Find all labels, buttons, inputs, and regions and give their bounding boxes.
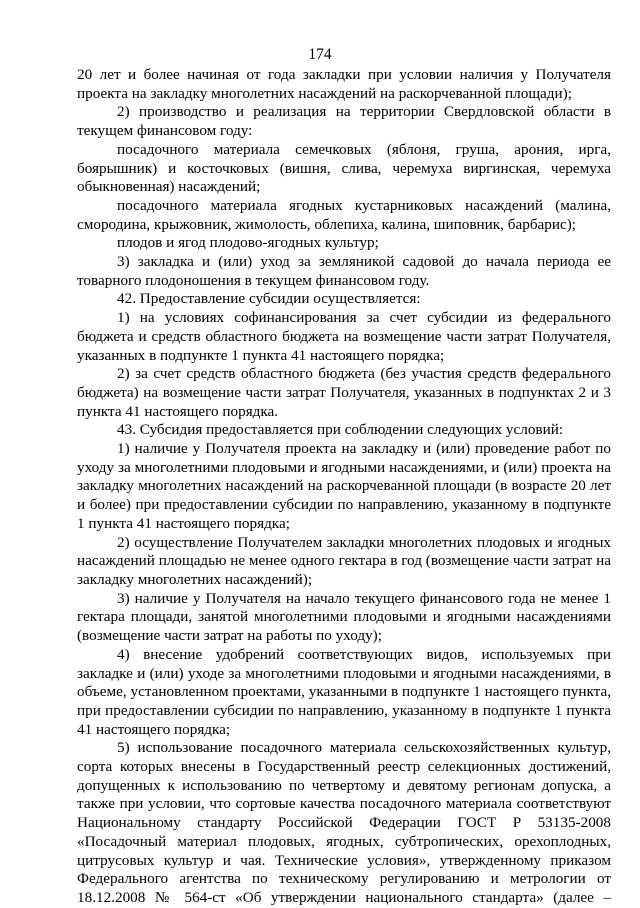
paragraph: 43. Субсидия предоставляется при соблюдении следующих условий: [117, 421, 564, 439]
paragraph: 4) внесение удобрений соответствующих видов, используемых при закладке и (или) уходе за многолетними плодовыми и ягодными насаждениями, в объеме, установленном проектами, указанными в подпункте 1 настоящего пункта, при предоставлении субсидии по направлению, указанному в подпункте 1 пункта 41 настоящего порядка; [77, 645, 611, 738]
paragraph: 2) за счет средств областного бюджета (без участия средств федерального бюджета) на возмещение части затрат Получателя, указанных в подпунктах 2 и 3 пункта 41 настоящего порядка. [77, 365, 611, 420]
paragraph: 3) наличие у Получателя на начало текущего финансового года не менее 1 гектара площади, занятой многолетними плодовыми и ягодными насаждениями (возмещение части затрат на работы по уходу); [77, 589, 611, 645]
document-body [77, 66, 611, 908]
paragraph: 2) производство и реализация на территории Свердловской области в текущем финансовом году: [77, 103, 611, 140]
paragraph: 20 лет и более начиная от года закладки при условии наличия у Получателя проекта на закладку многолетних насаждений на раскорчеванной площади); [77, 66, 611, 102]
page-number: 174 [308, 46, 332, 63]
paragraph: 1) наличие у Получателя проекта на закладку и (или) проведение работ по уходу за многолетними плодовыми и ягодными насаждениями, и (или) проекта на закладку многолетних насаждений на раскорчеванной площади (в возрасте 20 лет и более) при предоставлении субсидии по направлению, указанному в подпункте 1 пункта 41 настоящего порядка; [77, 440, 611, 532]
paragraph: посадочного материала ягодных кустарниковых насаждений (малина, смородина, крыжовник, жимолость, облепиха, калина, шиповник, барбарис); [77, 196, 611, 233]
paragraph: 42. Предоставление субсидии осуществляется: [117, 290, 421, 308]
paragraph: посадочного материала семечковых (яблоня, груша, арония, ирга, боярышник) и косточковых (вишня, слива, черемуха виргинская, черемуха обыкновенная) насаждений; [77, 140, 611, 196]
paragraph: 5) использование посадочного материала сельскохозяйственных культур, сорта которых внесены в Государственный реестр селекционных достижений, допущенных к использованию по четвертому и девятому регионам допуска, а также при условии, что сортовые качества посадочного материала соответствуют Национальному стандарту Российской Федерации ГОСТ Р 53135-2008 «Посадочный материал плодовых, ягодных, субтропических, орехоплодных, цитрусовых культур и чая. Технические условия», утвержденному приказом Федерального агентства по техническому регулированию и метрологии от 18.12.2008 № 564-ст «Об утверждении национального стандарта» (далее – [77, 739, 611, 906]
paragraph: плодов и ягод плодово-ягодных культур; [117, 234, 379, 252]
paragraph: 2) осуществление Получателем закладки многолетних плодовых и ягодных насаждений площадью не менее одного гектара в год (возмещение части затрат на закладку многолетних насаждений); [77, 533, 611, 588]
paragraph: 3) закладка и (или) уход за земляникой садовой до начала периода ее товарного плодоношения в текущем финансовом году. [77, 253, 611, 289]
paragraph: 1) на условиях софинансирования за счет субсидии из федерального бюджета и средств областного бюджета на возмещение части затрат Получателя, указанных в подпункте 1 пункта 41 настоящего порядка; [77, 309, 611, 364]
